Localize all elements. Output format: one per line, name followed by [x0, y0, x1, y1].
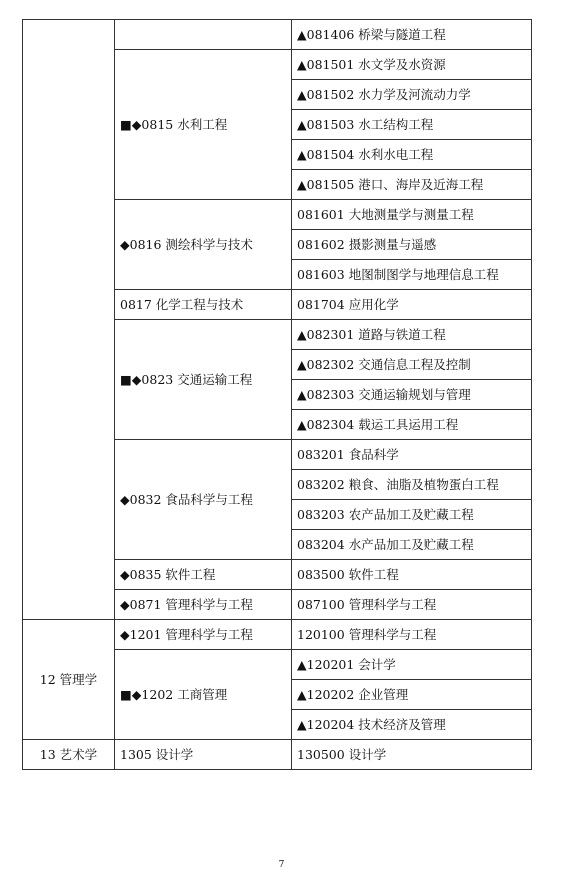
discipline-category-cell: 13 艺术学	[23, 740, 115, 770]
second-level-discipline-cell: ▲081505 港口、海岸及近海工程	[292, 170, 532, 200]
discipline-category-cell: 12 管理学	[23, 620, 115, 740]
second-level-discipline-cell: ▲120201 会计学	[292, 650, 532, 680]
first-level-discipline-cell: 0817 化学工程与技术	[115, 290, 292, 320]
second-level-discipline-cell: 081601 大地测量学与测量工程	[292, 200, 532, 230]
second-level-discipline-cell: ▲081501 水文学及水资源	[292, 50, 532, 80]
second-level-discipline-cell: 083202 粮食、油脂及植物蛋白工程	[292, 470, 532, 500]
second-level-discipline-cell: ▲082302 交通信息工程及控制	[292, 350, 532, 380]
first-level-discipline-cell: ■◆1202 工商管理	[115, 650, 292, 740]
table-row	[23, 20, 532, 50]
second-level-discipline-cell: ▲081502 水力学及河流动力学	[292, 80, 532, 110]
second-level-discipline-cell: 087100 管理科学与工程	[292, 590, 532, 620]
second-level-discipline-cell: ▲081504 水利水电工程	[292, 140, 532, 170]
first-level-discipline-cell	[115, 20, 292, 50]
first-level-discipline-cell: 1305 设计学	[115, 740, 292, 770]
second-level-discipline-cell: 120100 管理科学与工程	[292, 620, 532, 650]
second-level-discipline-cell: 081602 摄影测量与遥感	[292, 230, 532, 260]
table-row	[23, 740, 532, 770]
second-level-discipline-cell: 130500 设计学	[292, 740, 532, 770]
table-row	[23, 620, 532, 650]
first-level-discipline-cell: ◆0832 食品科学与工程	[115, 440, 292, 560]
second-level-discipline-cell: 081603 地图制图学与地理信息工程	[292, 260, 532, 290]
second-level-discipline-cell: ▲120204 技术经济及管理	[292, 710, 532, 740]
first-level-discipline-cell: ◆0835 软件工程	[115, 560, 292, 590]
second-level-discipline-cell: 083203 农产品加工及贮藏工程	[292, 500, 532, 530]
first-level-discipline-cell: ■◆0823 交通运输工程	[115, 320, 292, 440]
second-level-discipline-cell: ▲082301 道路与铁道工程	[292, 320, 532, 350]
first-level-discipline-cell: ◆1201 管理科学与工程	[115, 620, 292, 650]
second-level-discipline-cell: 083204 水产品加工及贮藏工程	[292, 530, 532, 560]
second-level-discipline-cell: ▲081503 水工结构工程	[292, 110, 532, 140]
second-level-discipline-cell: 081704 应用化学	[292, 290, 532, 320]
second-level-discipline-cell: ▲120202 企业管理	[292, 680, 532, 710]
discipline-catalog-table	[22, 19, 532, 770]
second-level-discipline-cell: 083500 软件工程	[292, 560, 532, 590]
page-number: 7	[278, 860, 285, 870]
first-level-discipline-cell: ◆0816 测绘科学与技术	[115, 200, 292, 290]
first-level-discipline-cell: ■◆0815 水利工程	[115, 50, 292, 200]
second-level-discipline-cell: ▲082304 载运工具运用工程	[292, 410, 532, 440]
second-level-discipline-cell: ▲082303 交通运输规划与管理	[292, 380, 532, 410]
discipline-category-cell	[23, 20, 115, 620]
second-level-discipline-cell: ▲081406 桥梁与隧道工程	[292, 20, 532, 50]
first-level-discipline-cell: ◆0871 管理科学与工程	[115, 590, 292, 620]
second-level-discipline-cell: 083201 食品科学	[292, 440, 532, 470]
